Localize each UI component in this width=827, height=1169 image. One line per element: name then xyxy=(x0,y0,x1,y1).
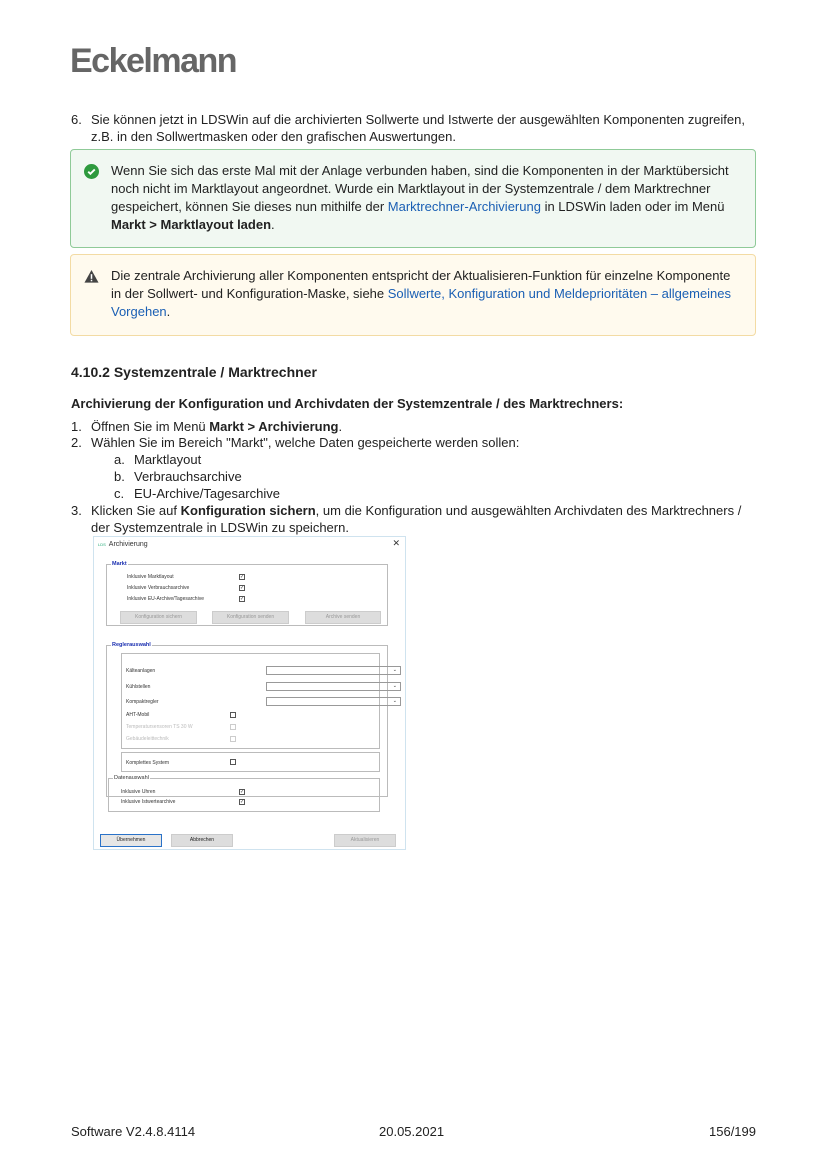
step-3: 3. Klicken Sie auf Konfiguration sichern, um die Konfiguration und ausgewählten Archivdaten des Marktrechners / der Systemzentrale in LDSWin zu speichern. xyxy=(71,503,742,535)
select-kompaktregler[interactable]: ⌄ xyxy=(266,697,401,706)
title-bar xyxy=(94,537,405,551)
link-sollwerte[interactable]: Sollwerte, Konfiguration und Meldeprioritäten – allgemeines Vorgehen xyxy=(111,286,732,319)
regler-inner: Kälteanlagen ⌄ Kühlstellen ⌄ Kompaktregler ⌄ AHT-Mobil Temperatursensoren TS 30 W Gebäudeleittechnik xyxy=(121,653,380,749)
checkbox-verbrauchsarchive[interactable]: ✓ xyxy=(240,585,245,591)
close-icon[interactable]: ✕ xyxy=(392,538,400,548)
konfiguration-senden-button[interactable]: Konfiguration senden xyxy=(212,611,289,624)
warning-note: Die zentrale Archivierung aller Komponenten entspricht der Aktualisieren-Funktion für einzelne Komponente in der Sollwert- und Konfiguration-Maske, siehe Sollwerte, Konfiguration und Meldeprioritäten – allgemeines Vorgehen. xyxy=(70,254,756,336)
checkbox-komplettes-system[interactable] xyxy=(230,759,236,765)
step-6: 6. Sie können jetzt in LDSWin auf die archivierten Sollwerte und Istwerte der ausgewählten Komponenten zugreifen, z.B. in den Sollwertmasken oder den grafischen Auswertungen. xyxy=(71,112,745,144)
step-2: 2. Wählen Sie im Bereich "Markt", welche Daten gespeicherte werden sollen: xyxy=(71,435,520,450)
eckelmann-logo: Eckelmann xyxy=(70,42,237,80)
checkbox-aht-mobil[interactable] xyxy=(230,712,236,718)
select-kaelteanlagen[interactable]: ⌄ xyxy=(266,666,401,675)
dialog-title: Archivierung xyxy=(108,540,148,548)
checkbox-istwertearchive[interactable]: ✓ xyxy=(240,799,245,805)
sub-heading: Archivierung der Konfiguration und Archivdaten der Systemzentrale / des Marktrechners: xyxy=(71,396,624,411)
substep-a: a. Marktlayout xyxy=(114,452,202,467)
substep-b: b. Verbrauchsarchive xyxy=(114,469,242,484)
checkbox-gebaeudeleittechnik[interactable] xyxy=(230,736,236,742)
link-marktrechner-archivierung[interactable]: Marktrechner-Archivierung xyxy=(387,199,541,214)
group-markt: Markt Inklusive Marktlayout ✓ Inklusive Verbrauchsarchive ✓ Inklusive EU-Archive/Tagesarchive ✓ Konfiguration sichern Konfiguration senden Archive senden xyxy=(106,564,388,626)
konfiguration-sichern-button[interactable]: Konfiguration sichern xyxy=(120,611,197,624)
footer-page: 156/199 xyxy=(709,1124,756,1139)
substep-c: c. EU-Archive/Tagesarchive xyxy=(114,486,280,501)
checkbox-uhren[interactable]: ✓ xyxy=(240,789,245,795)
aktualisieren-button[interactable]: Aktualisieren xyxy=(334,834,396,847)
section-heading: 4.10.2 Systemzentrale / Marktrechner xyxy=(71,364,317,380)
warning-icon xyxy=(84,269,99,284)
group-datenauswahl: Datenauswahl Inklusive Uhren ✓ Inklusive Istwertearchive ✓ xyxy=(108,778,380,812)
check-circle-icon xyxy=(84,164,99,179)
checkbox-eu-archive[interactable]: ✓ xyxy=(240,596,245,602)
checkbox-marktlayout[interactable]: ✓ xyxy=(240,574,245,580)
komplett-group: Komplettes System xyxy=(121,752,380,772)
footer-software: Software V2.4.8.4114 xyxy=(71,1124,196,1139)
step-1: 1. Öffnen Sie im Menü Markt > Archivierung. xyxy=(71,419,343,434)
info-note: Wenn Sie sich das erste Mal mit der Anlage verbunden haben, sind die Komponenten in der Marktübersicht noch nicht im Marktlayout angeordnet. Wurde ein Marktlayout in der Systemzentrale / dem Marktrechner gespeichert, können Sie dieses nun mithilfe der Marktrechner-Archivierung in LDSWin laden oder im Menü Markt > Marktlayout laden. xyxy=(70,149,756,248)
uebernehmen-button[interactable]: Übernehmen xyxy=(100,834,162,847)
checkbox-temperatursensoren[interactable] xyxy=(230,724,236,730)
archive-senden-button[interactable]: Archive senden xyxy=(305,611,381,624)
group-reglerauswahl: Reglerauswahl Kälteanlagen ⌄ Kühlstellen ⌄ Kompaktregler ⌄ AHT-Mobil Temperatursensoren TS 30 W Gebäudeleittechnik Komplettes System xyxy=(106,645,388,797)
archivierung-dialog xyxy=(93,536,406,850)
select-kuehlstellen[interactable]: ⌄ xyxy=(266,682,401,691)
footer-date: 20.05.2021 xyxy=(379,1124,445,1139)
app-icon: LDS xyxy=(98,541,106,547)
abbrechen-button[interactable]: Abbrechen xyxy=(171,834,233,847)
